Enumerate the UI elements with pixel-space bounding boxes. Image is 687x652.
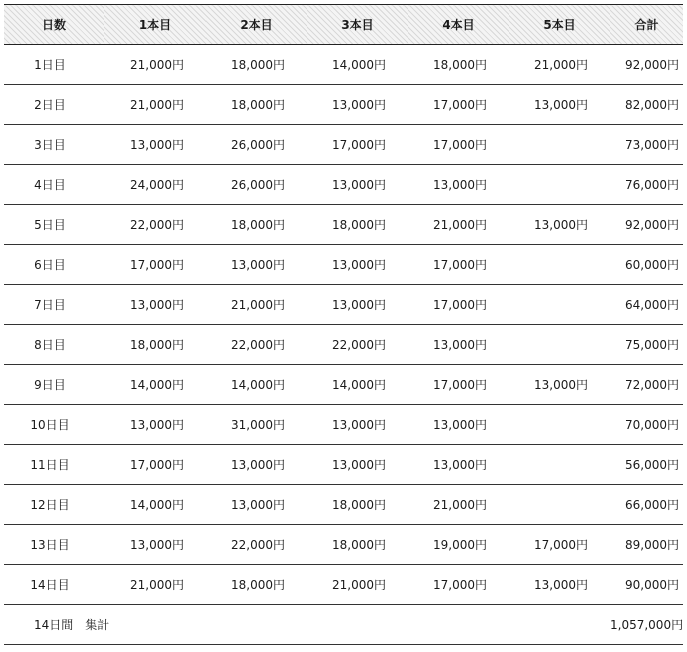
cell-col-5: 21,000円 [509,45,610,85]
row-day: 14日目 [4,565,104,605]
cell-col-3: 13,000円 [307,245,408,285]
table-row [4,165,683,205]
cell-col-1: 24,000円 [104,165,206,205]
cell-col-1: 13,000円 [104,405,206,445]
cell-col-4: 13,000円 [408,405,509,445]
cell-col-1: 14,000円 [104,485,206,525]
cell-total: 76,000円 [610,165,683,205]
cell-col-5 [509,405,610,445]
header-day: 日数 [4,5,104,45]
summary-total: 1,057,000円 [610,605,683,645]
row-day: 12日目 [4,485,104,525]
cell-col-3: 18,000円 [307,485,408,525]
table-row [4,245,683,285]
cell-col-4: 17,000円 [408,245,509,285]
row-day: 5日目 [4,205,104,245]
cell-col-1: 21,000円 [104,85,206,125]
header-row [4,5,683,45]
cell-col-4: 21,000円 [408,205,509,245]
table-row [4,445,683,485]
cell-total: 56,000円 [610,445,683,485]
cell-col-1: 14,000円 [104,365,206,405]
cell-total: 66,000円 [610,485,683,525]
cell-total: 75,000円 [610,325,683,365]
cell-col-3: 18,000円 [307,525,408,565]
cell-total: 60,000円 [610,245,683,285]
cell-col-2: 22,000円 [206,325,307,365]
cell-col-5 [509,285,610,325]
cell-col-2: 26,000円 [206,125,307,165]
cell-col-3: 13,000円 [307,405,408,445]
cell-total: 72,000円 [610,365,683,405]
table-row [4,325,683,365]
cell-col-2: 13,000円 [206,245,307,285]
cell-col-4: 17,000円 [408,565,509,605]
cell-col-3: 22,000円 [307,325,408,365]
cell-col-5: 13,000円 [509,85,610,125]
summary-row [4,605,683,645]
cell-col-5: 17,000円 [509,525,610,565]
cell-col-3: 13,000円 [307,85,408,125]
cell-col-1: 13,000円 [104,125,206,165]
cell-col-1: 18,000円 [104,325,206,365]
cell-col-1: 13,000円 [104,285,206,325]
cell-total: 70,000円 [610,405,683,445]
cell-col-3: 13,000円 [307,445,408,485]
row-day: 6日目 [4,245,104,285]
row-day: 10日目 [4,405,104,445]
cell-col-5 [509,125,610,165]
cell-col-4: 13,000円 [408,165,509,205]
summary-label: 14日間 集計 [4,605,610,645]
header-col-4: 4本目 [408,5,509,45]
table-row [4,525,683,565]
cell-col-4: 18,000円 [408,45,509,85]
cell-total: 90,000円 [610,565,683,605]
cell-col-3: 17,000円 [307,125,408,165]
table-row [4,405,683,445]
cell-col-2: 18,000円 [206,205,307,245]
table-row [4,485,683,525]
row-day: 13日目 [4,525,104,565]
cell-col-5: 13,000円 [509,365,610,405]
row-day: 2日目 [4,85,104,125]
cell-col-2: 14,000円 [206,365,307,405]
cell-col-2: 18,000円 [206,45,307,85]
cell-col-5: 13,000円 [509,205,610,245]
header-col-5: 5本目 [509,5,610,45]
cell-col-5 [509,325,610,365]
cell-col-3: 18,000円 [307,205,408,245]
cell-col-4: 19,000円 [408,525,509,565]
table-row [4,45,683,85]
row-day: 3日目 [4,125,104,165]
cell-col-5 [509,245,610,285]
cell-col-2: 13,000円 [206,445,307,485]
cell-col-4: 17,000円 [408,365,509,405]
cell-col-3: 13,000円 [307,285,408,325]
cell-total: 89,000円 [610,525,683,565]
header-col-2: 2本目 [206,5,307,45]
cell-col-1: 17,000円 [104,245,206,285]
cell-col-4: 13,000円 [408,325,509,365]
cell-col-2: 26,000円 [206,165,307,205]
table-row [4,85,683,125]
cell-total: 92,000円 [610,205,683,245]
cell-total: 82,000円 [610,85,683,125]
row-day: 1日目 [4,45,104,85]
row-day: 8日目 [4,325,104,365]
cell-col-3: 14,000円 [307,365,408,405]
table-body [4,45,683,645]
cell-col-5: 13,000円 [509,565,610,605]
cell-col-2: 31,000円 [206,405,307,445]
row-day: 11日目 [4,445,104,485]
cell-col-3: 21,000円 [307,565,408,605]
cell-col-5 [509,485,610,525]
cell-col-4: 17,000円 [408,125,509,165]
cell-total: 92,000円 [610,45,683,85]
row-day: 4日目 [4,165,104,205]
cell-total: 73,000円 [610,125,683,165]
cell-col-2: 18,000円 [206,85,307,125]
table-row [4,125,683,165]
cell-col-1: 21,000円 [104,565,206,605]
earnings-table [4,4,683,645]
cell-col-4: 17,000円 [408,85,509,125]
cell-col-1: 21,000円 [104,45,206,85]
earnings-table-container [4,4,683,645]
cell-col-2: 21,000円 [206,285,307,325]
cell-col-2: 18,000円 [206,565,307,605]
cell-col-3: 14,000円 [307,45,408,85]
header-col-1: 1本目 [104,5,206,45]
table-row [4,565,683,605]
table-row [4,205,683,245]
cell-col-5 [509,165,610,205]
cell-col-1: 17,000円 [104,445,206,485]
cell-col-2: 22,000円 [206,525,307,565]
header-col-3: 3本目 [307,5,408,45]
table-row [4,365,683,405]
cell-col-1: 13,000円 [104,525,206,565]
cell-col-2: 13,000円 [206,485,307,525]
cell-col-4: 17,000円 [408,285,509,325]
cell-col-4: 13,000円 [408,445,509,485]
cell-col-5 [509,445,610,485]
header-total: 合計 [610,5,683,45]
row-day: 9日目 [4,365,104,405]
cell-col-1: 22,000円 [104,205,206,245]
row-day: 7日目 [4,285,104,325]
table-row [4,285,683,325]
cell-total: 64,000円 [610,285,683,325]
cell-col-3: 13,000円 [307,165,408,205]
cell-col-4: 21,000円 [408,485,509,525]
